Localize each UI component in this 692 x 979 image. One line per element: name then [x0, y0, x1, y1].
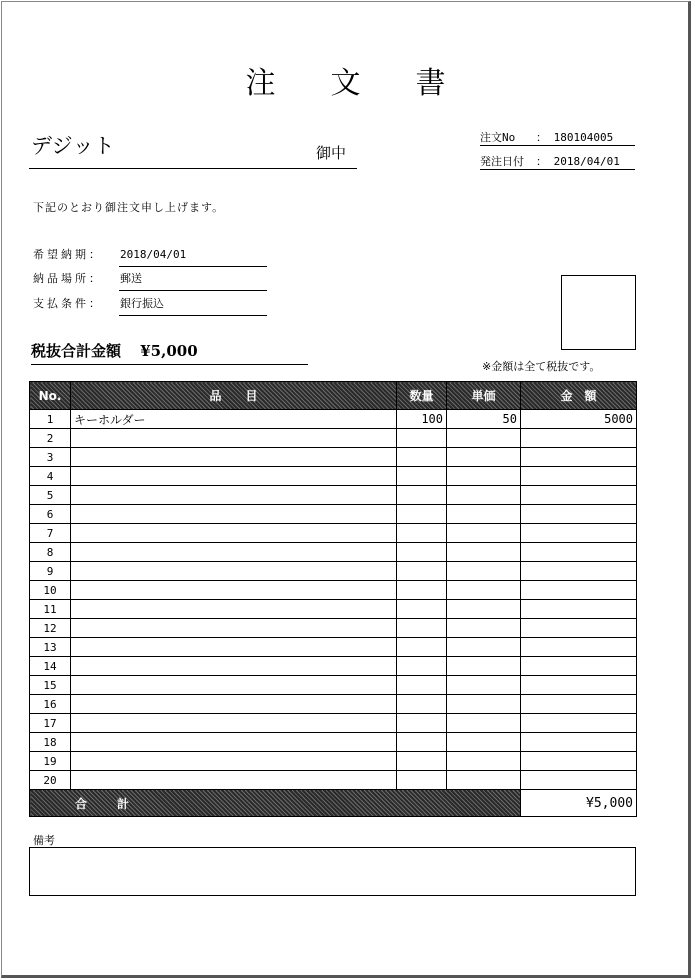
- cell-no: 18: [30, 733, 71, 752]
- cell-qty: [397, 543, 447, 562]
- table-row: [30, 714, 637, 733]
- cell-qty: [397, 581, 447, 600]
- cell-no: 16: [30, 695, 71, 714]
- cell-qty: [397, 505, 447, 524]
- order-date-sep: ：: [536, 155, 547, 168]
- cell-no: 19: [30, 752, 71, 771]
- table-row: [30, 429, 637, 448]
- cell-qty: [397, 752, 447, 771]
- table-row: [30, 448, 637, 467]
- order-date-value: 2018/04/01: [553, 155, 620, 168]
- cell-price: [447, 562, 521, 581]
- cell-item: [71, 676, 397, 695]
- cell-amount: [521, 505, 637, 524]
- cell-price: [447, 676, 521, 695]
- cell-qty: [397, 429, 447, 448]
- cell-qty: [397, 562, 447, 581]
- sum-label: 合計: [30, 790, 521, 817]
- cell-no: 14: [30, 657, 71, 676]
- cell-amount: [521, 657, 637, 676]
- table-row: [30, 410, 637, 429]
- cell-no: 11: [30, 600, 71, 619]
- cell-amount: [521, 600, 637, 619]
- cell-price: [447, 600, 521, 619]
- cell-no: 13: [30, 638, 71, 657]
- cell-qty: [397, 657, 447, 676]
- cell-qty: [397, 467, 447, 486]
- cell-amount: [521, 733, 637, 752]
- order-no-sep: ：: [536, 131, 547, 144]
- cell-qty: [397, 448, 447, 467]
- cell-price: [447, 543, 521, 562]
- cell-amount: [521, 486, 637, 505]
- cell-amount: [521, 562, 637, 581]
- cell-amount: [521, 524, 637, 543]
- condition-row-payment: [33, 293, 164, 315]
- cell-price: [447, 714, 521, 733]
- cell-item: [71, 505, 397, 524]
- table-row: [30, 771, 637, 790]
- cell-amount: [521, 676, 637, 695]
- cell-no: 1: [30, 410, 71, 429]
- condition-value: 郵送: [119, 268, 267, 291]
- stamp-box: [561, 275, 636, 350]
- cell-no: 10: [30, 581, 71, 600]
- table-row: [30, 638, 637, 657]
- cell-item: [71, 467, 397, 486]
- cell-amount: [521, 695, 637, 714]
- cell-no: 6: [30, 505, 71, 524]
- order-no-value: 180104005: [553, 131, 614, 144]
- cell-no: 8: [30, 543, 71, 562]
- total-amount-line: [31, 340, 308, 365]
- condition-label: 納品場所：: [33, 272, 103, 285]
- cell-amount: [521, 581, 637, 600]
- cell-item: [71, 581, 397, 600]
- cell-amount: [521, 714, 637, 733]
- cell-price: [447, 467, 521, 486]
- cell-qty: [397, 524, 447, 543]
- remarks-box: [29, 847, 636, 896]
- cell-no: 5: [30, 486, 71, 505]
- cell-item: [71, 486, 397, 505]
- condition-label: 支払条件：: [33, 297, 103, 310]
- table-row: [30, 486, 637, 505]
- total-value: ¥5,000: [140, 342, 198, 360]
- cell-amount: [521, 543, 637, 562]
- page-title: [0, 58, 692, 102]
- cell-qty: [397, 638, 447, 657]
- sum-row: [30, 790, 637, 817]
- cell-price: [447, 657, 521, 676]
- cell-qty: [397, 676, 447, 695]
- table-row: [30, 752, 637, 771]
- cell-qty: [397, 600, 447, 619]
- title-char: 書: [415, 66, 447, 101]
- items-table: [29, 381, 637, 817]
- cell-amount: [521, 448, 637, 467]
- cell-price: 50: [447, 410, 521, 429]
- order-no-label: 注文No: [480, 131, 516, 144]
- cell-item: キーホルダー: [71, 410, 397, 429]
- header-price: 単価: [447, 382, 521, 410]
- header-amount: 金 額: [521, 382, 637, 410]
- condition-row-delivery-place: [33, 268, 142, 290]
- cell-amount: [521, 771, 637, 790]
- client-honorific: 御中: [316, 144, 347, 162]
- cell-price: [447, 695, 521, 714]
- header-qty: 数量: [397, 382, 447, 410]
- table-row: [30, 695, 637, 714]
- cell-amount: [521, 752, 637, 771]
- table-row: [30, 505, 637, 524]
- title-char: 注: [245, 66, 277, 101]
- cell-amount: [521, 638, 637, 657]
- table-row: [30, 600, 637, 619]
- tax-note: ※金額は全て税抜です。: [482, 360, 601, 373]
- cell-amount: 5000: [521, 410, 637, 429]
- cell-no: 15: [30, 676, 71, 695]
- cell-price: [447, 448, 521, 467]
- table-header-row: [30, 382, 637, 410]
- cell-item: [71, 695, 397, 714]
- cell-qty: [397, 486, 447, 505]
- table-row: [30, 676, 637, 695]
- order-date-row: [480, 154, 635, 170]
- cell-no: 4: [30, 467, 71, 486]
- intro-text: 下記のとおり御注文申し上げます。: [33, 201, 225, 214]
- cell-price: [447, 771, 521, 790]
- condition-row-delivery-date: [33, 244, 187, 266]
- cell-amount: [521, 429, 637, 448]
- total-label: 税抜合計金額: [31, 342, 122, 360]
- sum-value: ¥5,000: [521, 790, 637, 817]
- cell-qty: [397, 695, 447, 714]
- header-item: 品 目: [71, 382, 397, 410]
- cell-no: 2: [30, 429, 71, 448]
- cell-no: 3: [30, 448, 71, 467]
- order-no-row: [480, 130, 635, 146]
- table-row: [30, 619, 637, 638]
- cell-no: 17: [30, 714, 71, 733]
- cell-price: [447, 505, 521, 524]
- condition-value: 2018/04/01: [119, 244, 267, 267]
- cell-item: [71, 524, 397, 543]
- cell-no: 12: [30, 619, 71, 638]
- cell-item: [71, 562, 397, 581]
- cell-item: [71, 638, 397, 657]
- header-no: No.: [30, 382, 71, 410]
- cell-amount: [521, 467, 637, 486]
- cell-price: [447, 752, 521, 771]
- cell-qty: [397, 714, 447, 733]
- cell-item: [71, 448, 397, 467]
- cell-amount: [521, 619, 637, 638]
- cell-qty: [397, 733, 447, 752]
- cell-price: [447, 581, 521, 600]
- cell-item: [71, 733, 397, 752]
- cell-price: [447, 524, 521, 543]
- cell-no: 9: [30, 562, 71, 581]
- cell-item: [71, 600, 397, 619]
- cell-item: [71, 429, 397, 448]
- cell-price: [447, 429, 521, 448]
- table-row: [30, 543, 637, 562]
- cell-price: [447, 619, 521, 638]
- client-name: デジット: [31, 134, 115, 158]
- table-row: [30, 467, 637, 486]
- remarks-label: 備考: [33, 834, 55, 847]
- title-char: 文: [330, 66, 362, 101]
- order-date-label: 発注日付: [480, 155, 524, 168]
- cell-qty: 100: [397, 410, 447, 429]
- cell-item: [71, 752, 397, 771]
- cell-no: 20: [30, 771, 71, 790]
- client-underline: [29, 168, 357, 169]
- cell-item: [71, 657, 397, 676]
- cell-no: 7: [30, 524, 71, 543]
- cell-item: [71, 771, 397, 790]
- cell-price: [447, 733, 521, 752]
- cell-price: [447, 486, 521, 505]
- condition-value: 銀行振込: [119, 293, 267, 316]
- table-row: [30, 562, 637, 581]
- condition-label: 希望納期：: [33, 248, 103, 261]
- table-row: [30, 657, 637, 676]
- cell-qty: [397, 619, 447, 638]
- cell-price: [447, 638, 521, 657]
- table-row: [30, 733, 637, 752]
- table-row: [30, 524, 637, 543]
- cell-item: [71, 714, 397, 733]
- cell-item: [71, 619, 397, 638]
- cell-item: [71, 543, 397, 562]
- table-row: [30, 581, 637, 600]
- cell-qty: [397, 771, 447, 790]
